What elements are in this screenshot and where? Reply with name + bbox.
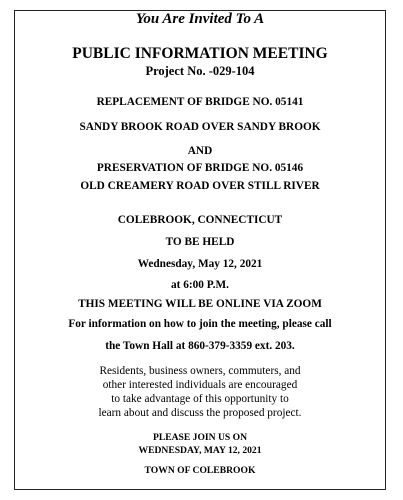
location-line: COLEBROOK, CONNECTICUT [117,214,283,226]
join-line-1: PLEASE JOIN US ON [152,432,248,443]
online-notice: THIS MEETING WILL BE ONLINE VIA ZOOM [78,298,322,310]
meeting-time: at 6:00 P.M. [171,279,229,291]
old-creamery-line: OLD CREAMERY ROAD OVER STILL RIVER [80,180,320,192]
meeting-title: PUBLIC INFORMATION MEETING [72,45,328,62]
residents-line-4: learn about and discuss the proposed project. [98,407,302,419]
join-line-2: WEDNESDAY, MAY 12, 2021 [138,445,262,456]
meeting-date: Wednesday, May 12, 2021 [137,258,263,270]
preservation-line: PRESERVATION OF BRIDGE NO. 05146 [96,162,304,174]
sandy-brook-line: SANDY BROOK ROAD OVER SANDY BROOK [79,121,321,133]
residents-line-3: to take advantage of this opportunity to [111,393,289,405]
project-number: Project No. -029-104 [145,64,255,78]
residents-line-1: Residents, business owners, commuters, and [99,365,301,377]
residents-line-2: other interested individuals are encouraged [102,379,298,391]
invited-heading: You Are Invited To A [135,11,265,27]
and-line: AND [187,145,213,157]
to-be-held-line: TO BE HELD [165,236,235,248]
town-signature: TOWN OF COLEBROOK [144,465,256,476]
info-line-1: For information on how to join the meeting, please call [68,318,332,330]
replacement-line: REPLACEMENT OF BRIDGE NO. 05141 [96,96,304,108]
info-line-2: the Town Hall at 860-379-3359 ext. 203. [105,340,295,352]
